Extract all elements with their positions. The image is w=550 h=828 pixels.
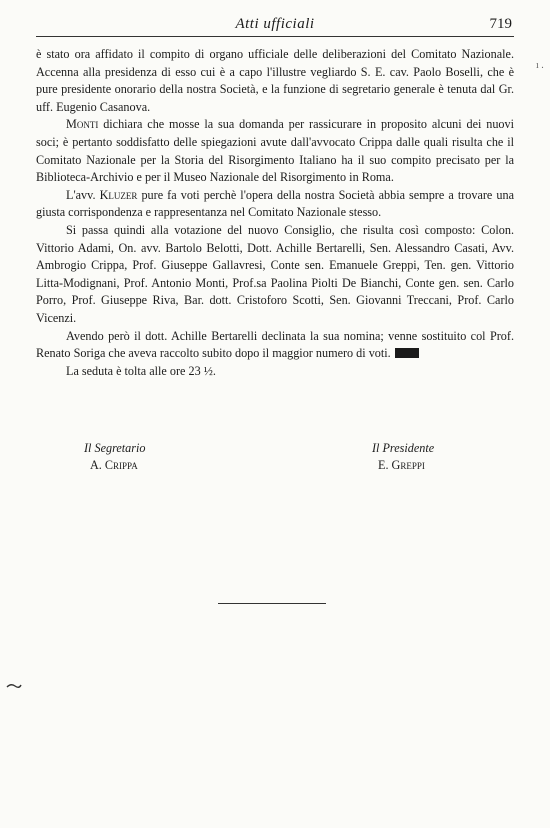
president-name: E. Greppi (378, 458, 425, 472)
president-signature (372, 440, 434, 474)
secretary-role: Il Segretario (84, 441, 146, 455)
paragraph-p6 (36, 363, 514, 381)
paragraph-text: pure fa voti perchè l'opera della nostra Società abbia sempre a trovare una giusta corrispondenza e rappresentanza nel Comitato Nazionale stesso. (36, 187, 514, 220)
paragraph-text: L'avv. (66, 187, 100, 202)
paragraph-p3 (36, 187, 514, 222)
page-header (36, 14, 514, 37)
paragraph-text: Avendo però il dott. Achille Bertarelli declinata la sua nomina; venne sostituito col Prof. Renato Soriga che aveva raccolto subito dopo il maggior numero di voti. (36, 328, 514, 361)
secretary-name: A. Crippa (90, 458, 138, 472)
paragraph-text: La seduta è tolta alle ore 23 ½. (66, 363, 216, 378)
paragraph-text: dichiara che mosse la sua domanda per rassicurare in proposito alcuni dei nuovi soci; è pertanto soddisfatto delle spiegazioni avute dall'avvocato Crippa dalle quali risulta che il Comitato Nazionale per la Storia del Risorgimento Italiano ha il suo compito precisato per la Biblioteca-Archivio e per il Museo Nazionale del Risorgimento in Roma. (36, 117, 514, 185)
margin-scribble-icon (6, 682, 22, 690)
secretary-signature (84, 440, 146, 474)
paragraph-p2 (36, 116, 514, 186)
paragraph-text: è stato ora affidato il compito di organo ufficiale delle deliberazioni del Comitato Nazionale. Accenna alla presidenza di esso cui è a capo l'illustre vegliardo S. E. cav. Paolo Boselli, che è pure presidente onorario della nostra Società, e la funzione di segretario generale è tenuta dal Gr. uff. Eugenio Casanova. (36, 47, 514, 114)
running-title: Atti ufficiali (235, 16, 315, 32)
paragraph-p1 (36, 46, 514, 116)
signature-block (36, 440, 514, 480)
paragraph-p4 (36, 222, 514, 328)
speaker-name: Kluzer (99, 187, 138, 202)
paragraph-text: Si passa quindi alla votazione del nuovo Consiglio, che risulta così composto: Colon. Vittorio Adami, On. avv. Bartolo Belotti, Dott. Achille Bertarelli, Sen. Alessandro Casati, Avv. Ambrogio Crippa, Prof. Giuseppe Gallavresi, Conte sen. Emanuele Greppi, Ten. gen. Vittorio Litta-Modignani, Prof. Antonio Monti, Prof.sa Paolina Piolti De Bianchi, Conte gen. sen. Carlo Porro, Prof. Giuseppe Riva, Bar. dott. Cristoforo Scotti, Sen. Giovanni Treccani, Prof. Carlo Vicenzi. (36, 222, 514, 325)
speaker-name: Monti (66, 117, 99, 132)
president-role: Il Presidente (372, 441, 435, 455)
page-number: 719 (489, 16, 512, 32)
paragraph-p5 (36, 328, 514, 363)
closing-rule (218, 603, 326, 604)
redaction-mark (395, 348, 419, 358)
document-body (36, 46, 514, 380)
corner-mark: ı . (536, 60, 544, 71)
